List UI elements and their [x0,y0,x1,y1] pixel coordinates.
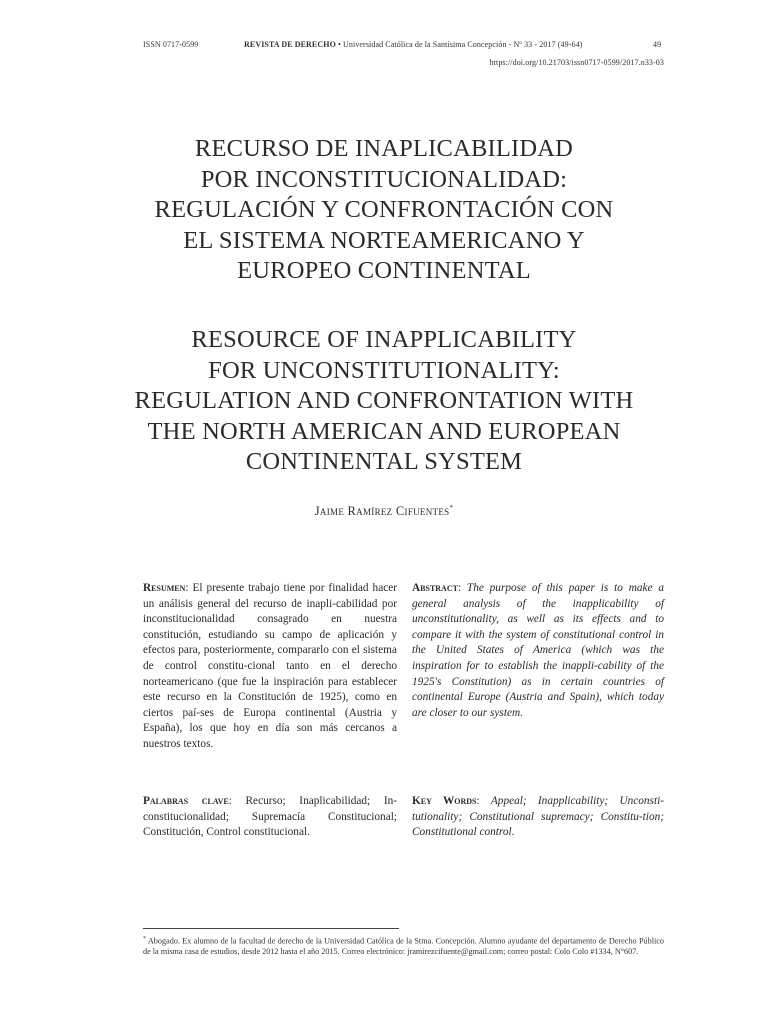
key-words-block [412,794,664,841]
title-english [0,325,768,478]
title-es-line: POR INCONSTITUCIONALIDAD: [200,165,568,193]
title-en-line: RESOURCE OF INAPPLICABILITY [191,326,577,353]
footnote-divider [143,928,399,929]
label-colon: : [185,582,193,594]
resumen-label: Resumen [143,582,186,594]
label-colon: : [476,795,491,807]
abstract-label: Abstract [412,582,458,594]
title-es-line: EUROPEO CONTINENTAL [237,257,531,284]
author-footnote-mark[interactable]: * [449,504,454,512]
title-en-line: FOR UNCONSTITUTIONALITY: [208,356,560,384]
author-line [0,504,768,519]
title-en-line: CONTINENTAL SYSTEM [245,448,523,475]
label-colon: : [228,795,246,807]
footnote-mark: * [143,936,146,942]
journal-name: REVISTA DE DERECHO [244,40,336,49]
title-en-line: THE NORTH AMERICAN AND EUROPEAN [147,417,621,445]
palabras-clave-label: Palabras clave [143,795,229,807]
key-words-label: Key Words [412,795,477,807]
resumen-text: El presente trabajo tiene por finalidad hacer un análisis general del recurso de inapli-cabilidad por inconstitucionalidad consagrado en nuestra constitución, estudiando su campo de aplicación y efectos para, posteriormente, compararlo con el sistema de control constitu-cional tanto en el derecho norteamericano (que fue la inspiración para establecer este recurso en la Constitución de 1925), como en ciertos paí-ses de Europa continental (Austria y España), los que hoy en día son más cercanos a nuestros textos. [143,582,398,750]
title-es-line: EL SISTEMA NORTEAMERICANO Y [183,226,585,254]
page-number: 49 [653,40,662,49]
journal-header [244,40,582,49]
journal-details: • Universidad Católica de la Santísima Concepción - Nº 33 - 2017 (49-64) [335,40,583,49]
title-en-line: REGULATION AND CONFRONTATION WITH [134,387,634,414]
palabras-clave-block [143,794,397,841]
author-name: Jaime Ramírez Cifuentes [314,504,450,519]
resumen-block [143,581,397,753]
issn-number: ISSN 0717-0599 [143,40,199,49]
palabras-clave-text: Recurso; Inaplicabilidad; In-constitucionalidad; Supremacía Constitucional; Constitución, Control constitucional. [143,795,397,839]
doi-link[interactable]: https://doi.org/10.21703/issn0717-0599/2017.n33-03 [489,58,664,67]
key-words-text: Appeal; Inapplicability; Unconsti-tutionality; Constitutional supremacy; Constitu-tion; Constitutional control. [412,795,664,839]
footnote-text: Abogado. Ex alumno de la facultad de derecho de la Universidad Católica de la Stma. Concepción. Alumno ayudante del departamento de Derecho Público de la misma casa de estudios, desde 2012 hasta el año 2015. Correo electrónico: jramirezcifuente@gmail.com; correo postal: Colo Colo #1334, N°607. [143,936,664,957]
title-es-line: REGULACIÓN Y CONFRONTACIÓN CON [154,196,614,223]
label-colon: : [457,582,467,594]
abstract-text: The purpose of this paper is to make a general analysis of the inapplicability of unconstitutionality, as well as its effects and to compare it with the system of constitutional control in the United States of America (which was the inspiration for to establish the inappli-cability of the 1925's Constitution) as in certain countries of continental Europe (Austria and Spain), which today are closer to our system. [412,582,664,719]
title-spanish [0,134,768,287]
footnote [143,934,664,957]
abstract-block [412,581,664,721]
title-es-line: RECURSO DE INAPLICABILIDAD [194,135,574,162]
